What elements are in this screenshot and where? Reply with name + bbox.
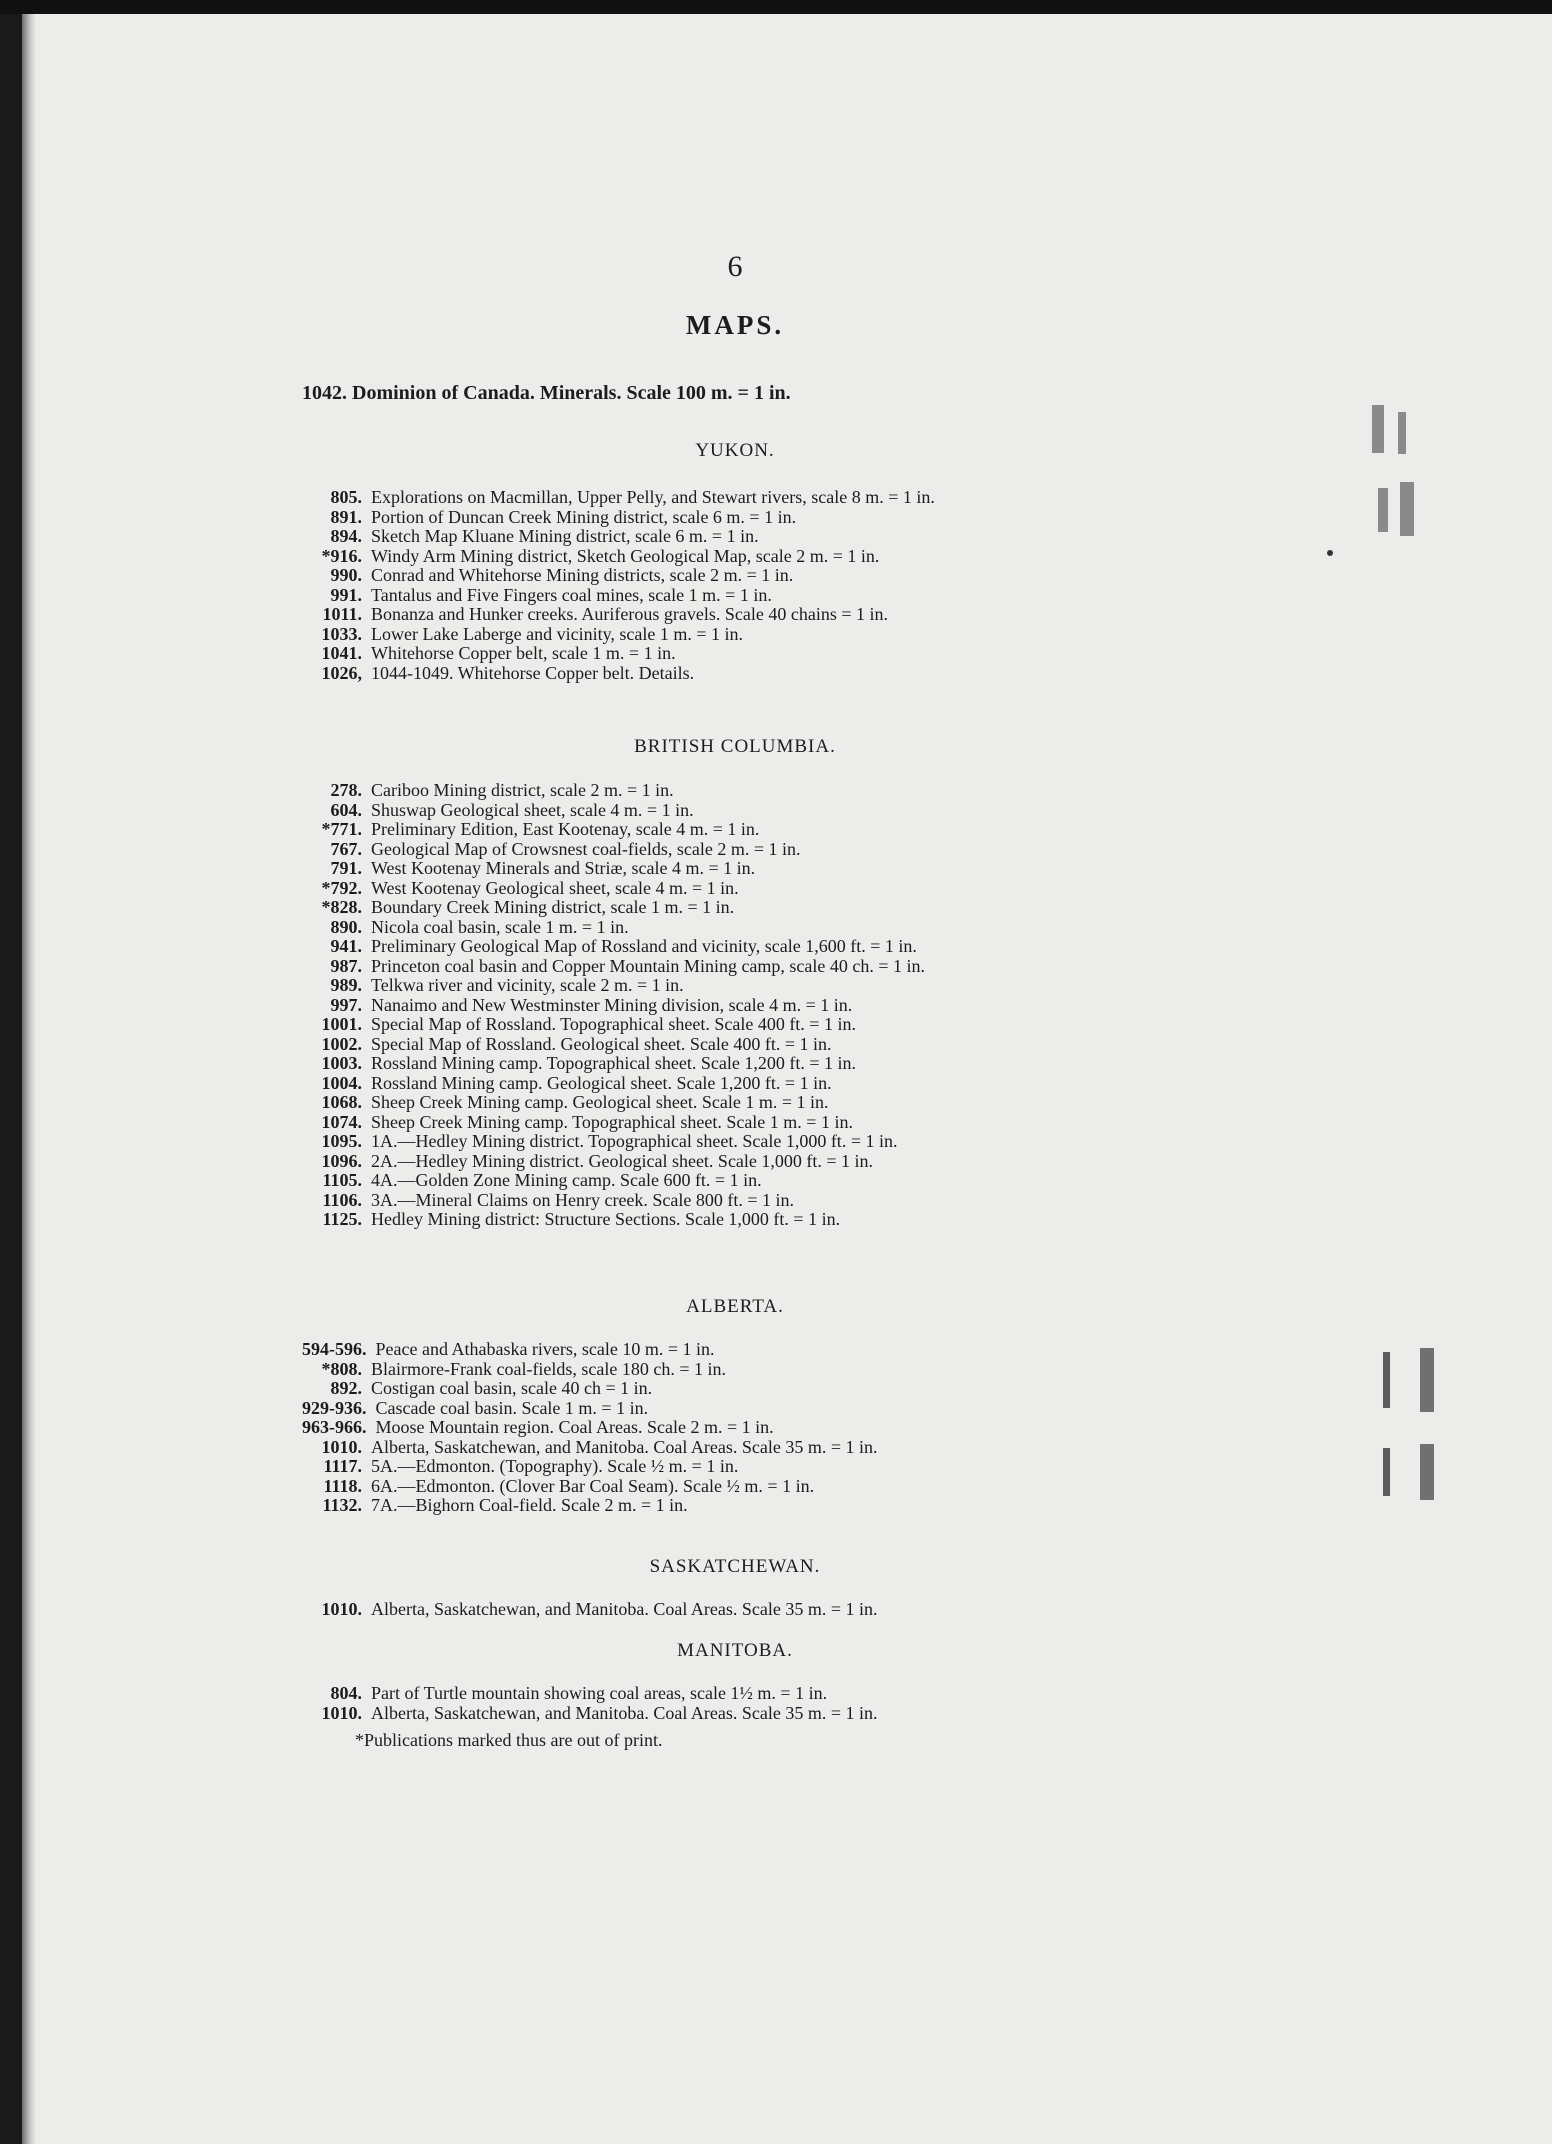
- footnote: *Publications marked thus are out of print.: [355, 1730, 663, 1750]
- map-entry: [302, 1600, 878, 1620]
- map-number: 1132.: [322, 1495, 362, 1515]
- map-description: Costigan coal basin, scale 40 ch = 1 in.: [371, 1378, 653, 1398]
- section-title-saskatchewan: SASKATCHEWAN.: [649, 1556, 821, 1577]
- map-number: *916.: [321, 545, 362, 566]
- map-description: Bonanza and Hunker creeks. Auriferous gravels. Scale 40 chains = 1 in.: [371, 604, 888, 624]
- map-number: 1096.: [321, 1150, 362, 1171]
- map-number: 804.: [330, 1683, 362, 1703]
- map-description: Alberta, Saskatchewan, and Manitoba. Coal Areas. Scale 35 m. = 1 in.: [371, 1436, 878, 1457]
- map-entry: [302, 1171, 925, 1191]
- map-number: 278.: [330, 780, 362, 800]
- map-entry: [302, 547, 935, 567]
- map-number: *828.: [321, 897, 362, 917]
- map-description: Lower Lake Laberge and vicinity, scale 1 m. = 1 in.: [371, 623, 744, 644]
- map-number: 941.: [330, 936, 362, 956]
- map-description: 7A.—Bighorn Coal-field. Scale 2 m. = 1 in.: [371, 1495, 688, 1515]
- scan-artifact-right-margin: [1383, 1448, 1390, 1496]
- map-description: Cascade coal basin. Scale 1 m. = 1 in.: [375, 1397, 649, 1418]
- map-number: 929-936.: [302, 1397, 367, 1418]
- map-description: Rossland Mining camp. Topographical sheet. Scale 1,200 ft. = 1 in.: [371, 1053, 856, 1073]
- scan-artifact-right-margin: [1400, 482, 1414, 536]
- map-number: 1105.: [322, 1170, 362, 1190]
- map-entry: [302, 1379, 878, 1399]
- map-number: 989.: [330, 975, 362, 995]
- section-title-british-columbia: BRITISH COLUMBIA.: [634, 736, 836, 757]
- map-entry: [302, 1132, 925, 1152]
- section-title-yukon: YUKON.: [695, 440, 775, 461]
- map-entry: [302, 820, 925, 840]
- page-number: 6: [727, 250, 743, 283]
- map-entry: [302, 879, 925, 899]
- page-binding-shadow: [22, 14, 36, 2144]
- map-number: *808.: [321, 1358, 362, 1379]
- scan-artifact-right-margin: [1420, 1444, 1434, 1500]
- map-entry: [302, 566, 935, 586]
- map-number: 963-966.: [302, 1417, 367, 1437]
- page-heading: MAPS.: [685, 310, 785, 340]
- map-description: Peace and Athabaska rivers, scale 10 m. = 1 in.: [375, 1339, 715, 1359]
- map-entry: [302, 1191, 925, 1211]
- map-number: 1010.: [321, 1702, 362, 1723]
- map-number: 1074.: [321, 1111, 362, 1132]
- map-number: 1117.: [323, 1456, 362, 1476]
- map-number: 891.: [330, 506, 362, 527]
- map-description: 3A.—Mineral Claims on Henry creek. Scale 800 ft. = 1 in.: [371, 1189, 795, 1210]
- map-entry: [302, 918, 925, 938]
- map-description: 1A.—Hedley Mining district. Topographical sheet. Scale 1,000 ft. = 1 in.: [371, 1131, 898, 1151]
- map-description: Alberta, Saskatchewan, and Manitoba. Coal Areas. Scale 35 m. = 1 in.: [371, 1599, 878, 1619]
- map-number: 594-596.: [302, 1339, 367, 1359]
- map-number: 1002.: [321, 1033, 362, 1054]
- map-entry: [302, 644, 935, 664]
- entry-list-yukon: [302, 488, 935, 683]
- map-number: 890.: [330, 916, 362, 937]
- map-number: 990.: [330, 565, 362, 585]
- map-entry: [302, 1418, 878, 1438]
- map-description: Part of Turtle mountain showing coal areas, scale 1½ m. = 1 in.: [371, 1683, 828, 1703]
- map-description: Alberta, Saskatchewan, and Manitoba. Coal Areas. Scale 35 m. = 1 in.: [371, 1702, 878, 1723]
- map-number: 767.: [330, 838, 362, 859]
- map-entry: [302, 801, 925, 821]
- map-entry: [302, 1477, 878, 1497]
- map-entry: [302, 1093, 925, 1113]
- map-description: Geological Map of Crowsnest coal-fields, scale 2 m. = 1 in.: [371, 838, 801, 859]
- map-description: Sheep Creek Mining camp. Geological sheet. Scale 1 m. = 1 in.: [371, 1092, 829, 1112]
- map-entry: [302, 1399, 878, 1419]
- map-number: *771.: [321, 819, 362, 839]
- map-entry: [302, 859, 925, 879]
- scan-artifact-right-margin: [1420, 1348, 1434, 1412]
- map-number: 1026,: [321, 662, 362, 683]
- map-number: 1106.: [322, 1189, 362, 1210]
- map-description: Explorations on Macmillan, Upper Pelly, and Stewart rivers, scale 8 m. = 1 in.: [371, 487, 935, 507]
- entry-list-saskatchewan: [302, 1600, 878, 1620]
- section-title-manitoba: MANITOBA.: [677, 1640, 793, 1661]
- map-number: 1118.: [323, 1475, 362, 1496]
- map-description: Blairmore-Frank coal-fields, scale 180 ch. = 1 in.: [371, 1358, 727, 1379]
- map-entry: [302, 664, 935, 684]
- map-number: 997.: [330, 994, 362, 1015]
- map-description: Conrad and Whitehorse Mining districts, scale 2 m. = 1 in.: [371, 565, 794, 585]
- map-description: Sketch Map Kluane Mining district, scale 6 m. = 1 in.: [371, 526, 759, 546]
- map-description: Preliminary Geological Map of Rossland and vicinity, scale 1,600 ft. = 1 in.: [371, 936, 917, 956]
- map-number: 892.: [330, 1378, 362, 1398]
- map-entry: [302, 1457, 878, 1477]
- map-description: 6A.—Edmonton. (Clover Bar Coal Seam). Scale ½ m. = 1 in.: [371, 1475, 815, 1496]
- map-entry: [302, 1035, 925, 1055]
- map-description: West Kootenay Minerals and Striæ, scale 4 m. = 1 in.: [371, 858, 756, 878]
- map-entry: [302, 1015, 925, 1035]
- map-description: 2A.—Hedley Mining district. Geological sheet. Scale 1,000 ft. = 1 in.: [371, 1150, 874, 1171]
- map-description: Moose Mountain region. Coal Areas. Scale 2 m. = 1 in.: [375, 1417, 774, 1437]
- scan-artifact-right-margin: [1398, 412, 1406, 454]
- entry-list-british-columbia: [302, 781, 925, 1230]
- map-entry: [302, 1360, 878, 1380]
- map-description: Whitehorse Copper belt, scale 1 m. = 1 in.: [371, 643, 676, 663]
- map-description: Portion of Duncan Creek Mining district, scale 6 m. = 1 in.: [371, 506, 797, 527]
- map-entry: [302, 937, 925, 957]
- map-entry: [302, 605, 935, 625]
- map-description: Preliminary Edition, East Kootenay, scale 4 m. = 1 in.: [371, 819, 760, 839]
- map-number: 991.: [330, 584, 362, 605]
- map-description: 1044-1049. Whitehorse Copper belt. Details.: [371, 662, 695, 683]
- map-description: Boundary Creek Mining district, scale 1 m. = 1 in.: [371, 897, 735, 917]
- map-entry: [302, 996, 925, 1016]
- map-entry: [302, 976, 925, 996]
- map-description: Rossland Mining camp. Geological sheet. Scale 1,200 ft. = 1 in.: [371, 1072, 832, 1093]
- entry-list-manitoba: [302, 1684, 878, 1723]
- map-entry: [302, 527, 935, 547]
- map-entry: [302, 898, 925, 918]
- map-entry: [302, 1113, 925, 1133]
- map-entry: [302, 1496, 878, 1516]
- map-description: Tantalus and Five Fingers coal mines, scale 1 m. = 1 in.: [371, 584, 772, 605]
- map-entry: [302, 625, 935, 645]
- map-entry: [302, 1438, 878, 1458]
- map-entry: [302, 781, 925, 801]
- map-number: 1010.: [321, 1599, 362, 1619]
- intro-entry: 1042. Dominion of Canada. Minerals. Scale 100 m. = 1 in.: [302, 382, 791, 404]
- map-number: 604.: [330, 799, 362, 820]
- map-description: Cariboo Mining district, scale 2 m. = 1 in.: [371, 780, 674, 800]
- map-number: 1125.: [322, 1209, 362, 1229]
- map-number: 805.: [330, 487, 362, 507]
- map-number: 1068.: [321, 1092, 362, 1112]
- map-description: Telkwa river and vicinity, scale 2 m. = 1 in.: [371, 975, 684, 995]
- map-description: Windy Arm Mining district, Sketch Geological Map, scale 2 m. = 1 in.: [371, 545, 880, 566]
- map-number: 1001.: [321, 1014, 362, 1034]
- map-number: 1011.: [322, 604, 362, 624]
- map-description: Special Map of Rossland. Geological sheet. Scale 400 ft. = 1 in.: [371, 1033, 832, 1054]
- map-description: Nanaimo and New Westminster Mining division, scale 4 m. = 1 in.: [371, 994, 853, 1015]
- map-number: 987.: [330, 955, 362, 976]
- map-number: 1010.: [321, 1436, 362, 1457]
- map-entry: [302, 1210, 925, 1230]
- map-description: Hedley Mining district: Structure Sections. Scale 1,000 ft. = 1 in.: [371, 1209, 841, 1229]
- map-entry: [302, 1340, 878, 1360]
- scan-artifact-right-margin: [1383, 1352, 1390, 1408]
- map-entry: [302, 488, 935, 508]
- map-number: 1095.: [321, 1131, 362, 1151]
- entry-list-alberta: [302, 1340, 878, 1516]
- map-description: Special Map of Rossland. Topographical sheet. Scale 400 ft. = 1 in.: [371, 1014, 856, 1034]
- scan-speck: [1327, 550, 1333, 556]
- scan-artifact-right-margin: [1372, 405, 1384, 453]
- map-entry: [302, 586, 935, 606]
- map-number: *792.: [321, 877, 362, 898]
- map-entry: [302, 957, 925, 977]
- map-description: Nicola coal basin, scale 1 m. = 1 in.: [371, 916, 629, 937]
- map-description: 4A.—Golden Zone Mining camp. Scale 600 ft. = 1 in.: [371, 1170, 762, 1190]
- map-number: 1033.: [321, 623, 362, 644]
- map-number: 894.: [330, 526, 362, 546]
- map-description: 5A.—Edmonton. (Topography). Scale ½ m. = 1 in.: [371, 1456, 739, 1476]
- map-number: 1003.: [321, 1053, 362, 1073]
- map-entry: [302, 840, 925, 860]
- map-number: 1041.: [321, 643, 362, 663]
- map-entry: [302, 1684, 878, 1704]
- map-entry: [302, 1054, 925, 1074]
- scan-top-border: [0, 0, 1552, 14]
- scan-artifact-right-margin: [1378, 488, 1388, 532]
- map-description: West Kootenay Geological sheet, scale 4 m. = 1 in.: [371, 877, 739, 898]
- section-title-alberta: ALBERTA.: [686, 1296, 784, 1317]
- map-description: Sheep Creek Mining camp. Topographical sheet. Scale 1 m. = 1 in.: [371, 1111, 853, 1132]
- map-description: Princeton coal basin and Copper Mountain Mining camp, scale 40 ch. = 1 in.: [371, 955, 926, 976]
- map-entry: [302, 1704, 878, 1724]
- map-number: 791.: [330, 858, 362, 878]
- map-description: Shuswap Geological sheet, scale 4 m. = 1 in.: [371, 799, 694, 820]
- map-entry: [302, 1152, 925, 1172]
- map-number: 1004.: [321, 1072, 362, 1093]
- map-entry: [302, 1074, 925, 1094]
- map-entry: [302, 508, 935, 528]
